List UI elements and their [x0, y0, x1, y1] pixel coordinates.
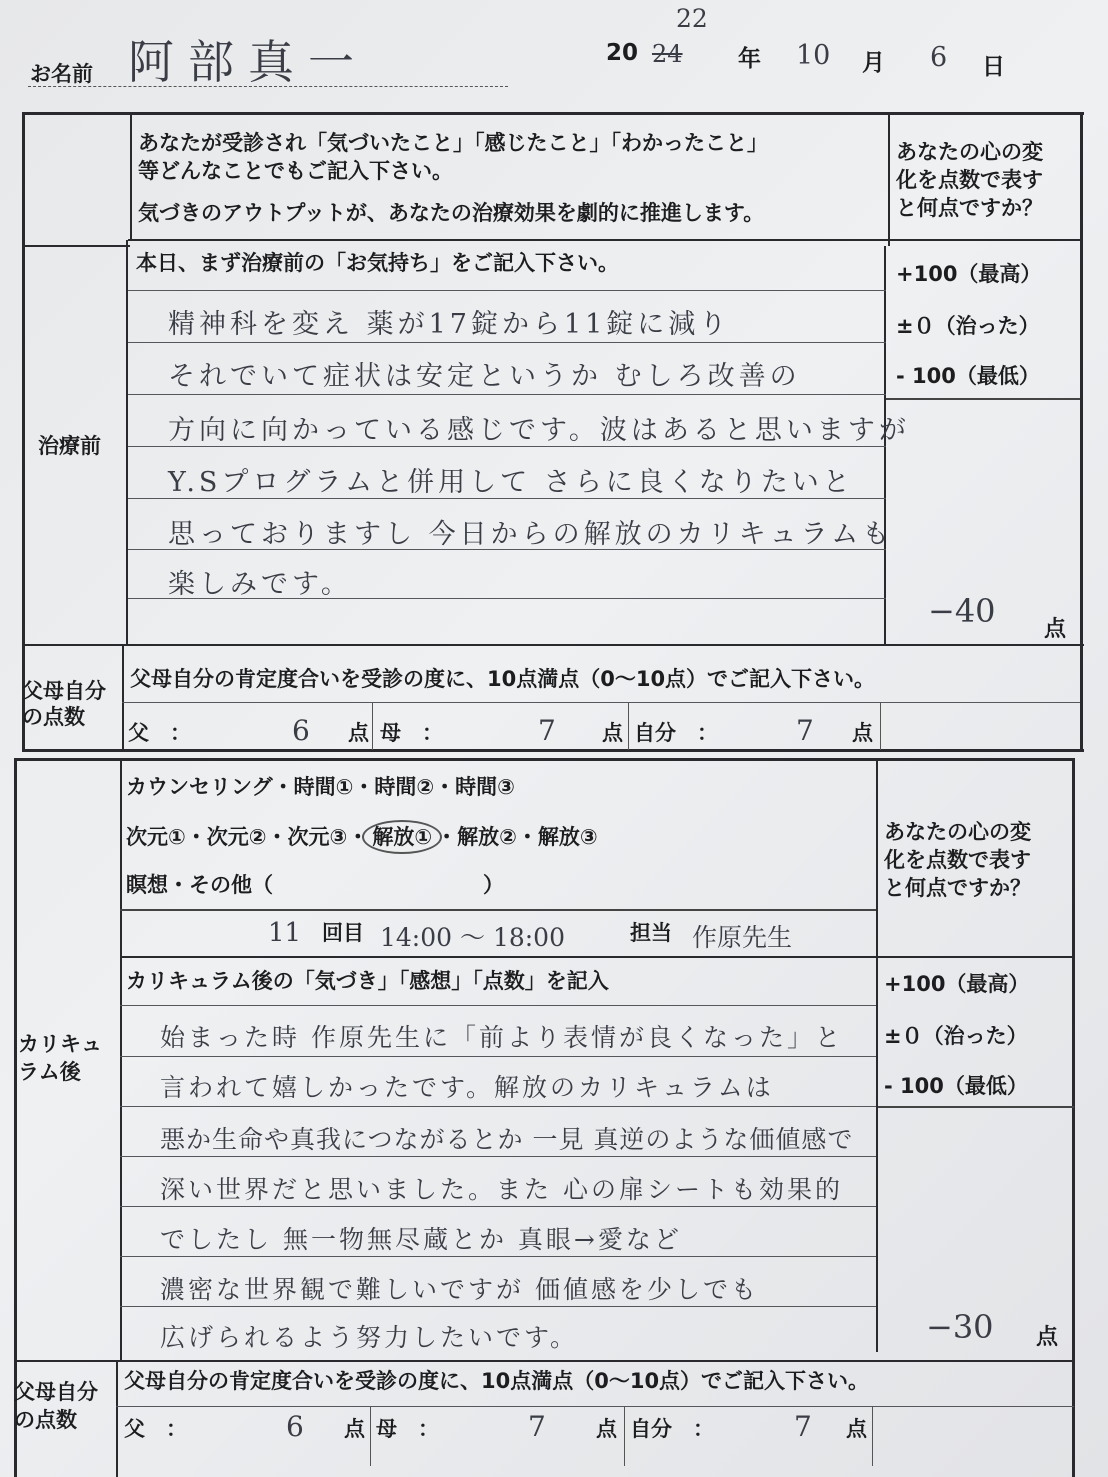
father-label: 父 ： — [128, 721, 191, 745]
after-note-line: 悪か生命や真我につながるとか 一見 真逆のような価値感で — [160, 1125, 854, 1154]
before-note-line: 楽しみです。 — [168, 569, 352, 600]
year-correction: 22 — [676, 4, 708, 33]
curriculum-section-label: カリキュ ラム後 — [18, 1032, 102, 1084]
after-prompt: カリキュラム後の「気づき」「感想」「点数」を記入 — [126, 969, 609, 993]
mother-score-2: 7 — [528, 1410, 546, 1443]
session-count: 11 — [268, 918, 302, 948]
self-label-2: 自分 ： — [630, 1417, 714, 1441]
year-struck: 24 — [652, 40, 683, 68]
curriculum-options-row-2: 次元①・次元②・次元③・ 解放① ・解放②・解放③ — [126, 822, 598, 852]
before-note-line: 方向に向かっている感じです。波はあると思いますが — [168, 415, 910, 446]
day-label: 日 — [982, 54, 1005, 80]
self-unit-2: 点 — [846, 1417, 867, 1441]
father-score: 6 — [292, 714, 310, 747]
intro-line-2: 等どんなことでもご記入下さい。 — [138, 159, 453, 183]
before-section-label: 治療前 — [38, 434, 101, 458]
parents-prompt-2: 父母自分の肯定度合いを受診の度に、10点満点（0〜10点）でご記入下さい。 — [124, 1369, 870, 1393]
mother-unit: 点 — [602, 721, 623, 745]
father-unit-2: 点 — [344, 1417, 365, 1441]
before-score-value: −40 — [928, 592, 996, 630]
parents-prompt: 父母自分の肯定度合いを受診の度に、10点満点（0〜10点）でご記入下さい。 — [130, 667, 876, 691]
score-question-2: あなたの心の変 化を点数で表す と何点ですか？ — [884, 820, 1031, 900]
after-scale-high: +100（最高） — [884, 972, 1030, 996]
mother-label-2: 母 ： — [376, 1417, 439, 1441]
before-scale-low: - 100（最低） — [896, 364, 1040, 388]
year-prefix: 20 — [606, 40, 639, 66]
curriculum-options-row-3: 瞑想・その他（ ） — [126, 873, 504, 897]
self-score: 7 — [796, 714, 814, 747]
after-note-line: 濃密な世界観で難しいですが 価値感を少しでも — [160, 1275, 759, 1304]
session-time: 14:00 〜 18:00 — [380, 923, 565, 952]
after-note-line: 広げられるよう努力したいです。 — [160, 1323, 579, 1352]
before-score-unit: 点 — [1044, 617, 1067, 642]
year-label: 年 — [738, 46, 761, 72]
before-scale-zero: ±０（治った） — [896, 314, 1040, 338]
intro-line-3: 気づきのアウトプットが、あなたの治療効果を劇的に推進します。 — [138, 201, 765, 225]
parents-section-label: 父母自分 の点数 — [22, 679, 106, 729]
before-note-line: 精神科を変え 薬が17錠から11錠に減り — [168, 309, 731, 340]
mother-unit-2: 点 — [596, 1417, 617, 1441]
after-note-line: でしたし 無一物無尽蔵とか 真眼→愛など — [160, 1225, 682, 1254]
after-scale-low: - 100（最低） — [884, 1074, 1028, 1098]
self-score-2: 7 — [794, 1410, 812, 1443]
month-value: 10 — [796, 40, 831, 71]
self-label: 自分 ： — [634, 721, 718, 745]
mother-label: 母 ： — [380, 721, 443, 745]
after-score-unit: 点 — [1036, 1325, 1059, 1350]
session-label: 回目 — [322, 921, 364, 945]
selected-option-circle: 解放① — [362, 820, 442, 854]
after-note-line: 深い世界だと思いました。また 心の扉シートも効果的 — [160, 1175, 843, 1204]
before-note-line: それでいて症状は安定というか むしろ改善の — [168, 361, 801, 392]
parents-section-label-2: 父母自分 の点数 — [14, 1380, 98, 1432]
before-prompt: 本日、まず治療前の「お気持ち」をご記入下さい。 — [136, 251, 619, 275]
name-label: お名前 — [30, 62, 93, 86]
staff-label: 担当 — [630, 921, 672, 945]
father-score-2: 6 — [286, 1410, 304, 1443]
after-note-line: 言われて嬉しかったです。解放のカリキュラムは — [160, 1073, 774, 1102]
staff-value: 作原先生 — [692, 923, 793, 952]
before-scale-high: +100（最高） — [896, 262, 1042, 286]
month-label: 月 — [862, 50, 885, 76]
name-underline — [28, 86, 508, 88]
intro-line-1: あなたが受診され「気づいたこと」「感じたこと」「わかったこと」 — [138, 131, 768, 155]
day-value: 6 — [930, 42, 948, 73]
score-question-1: あなたの心の変 化を点数で表す と何点ですか？ — [896, 140, 1043, 220]
before-note-line: 思っておりますし 今日からの解放のカリキュラムも — [168, 519, 894, 550]
father-unit: 点 — [348, 721, 369, 745]
after-note-line: 始まった時 作原先生に「前より表情が良くなった」と — [160, 1023, 843, 1052]
name-value: 阿部真一 — [128, 35, 368, 89]
self-unit: 点 — [852, 721, 873, 745]
curriculum-options-row-1: カウンセリング・時間①・時間②・時間③ — [126, 775, 515, 799]
father-label-2: 父 ： — [124, 1417, 187, 1441]
after-score-value: −30 — [926, 1308, 994, 1346]
after-scale-zero: ±０（治った） — [884, 1024, 1028, 1048]
before-note-line: Y.Sプログラムと併用して さらに良くなりたいと — [168, 467, 854, 498]
mother-score: 7 — [538, 714, 556, 747]
